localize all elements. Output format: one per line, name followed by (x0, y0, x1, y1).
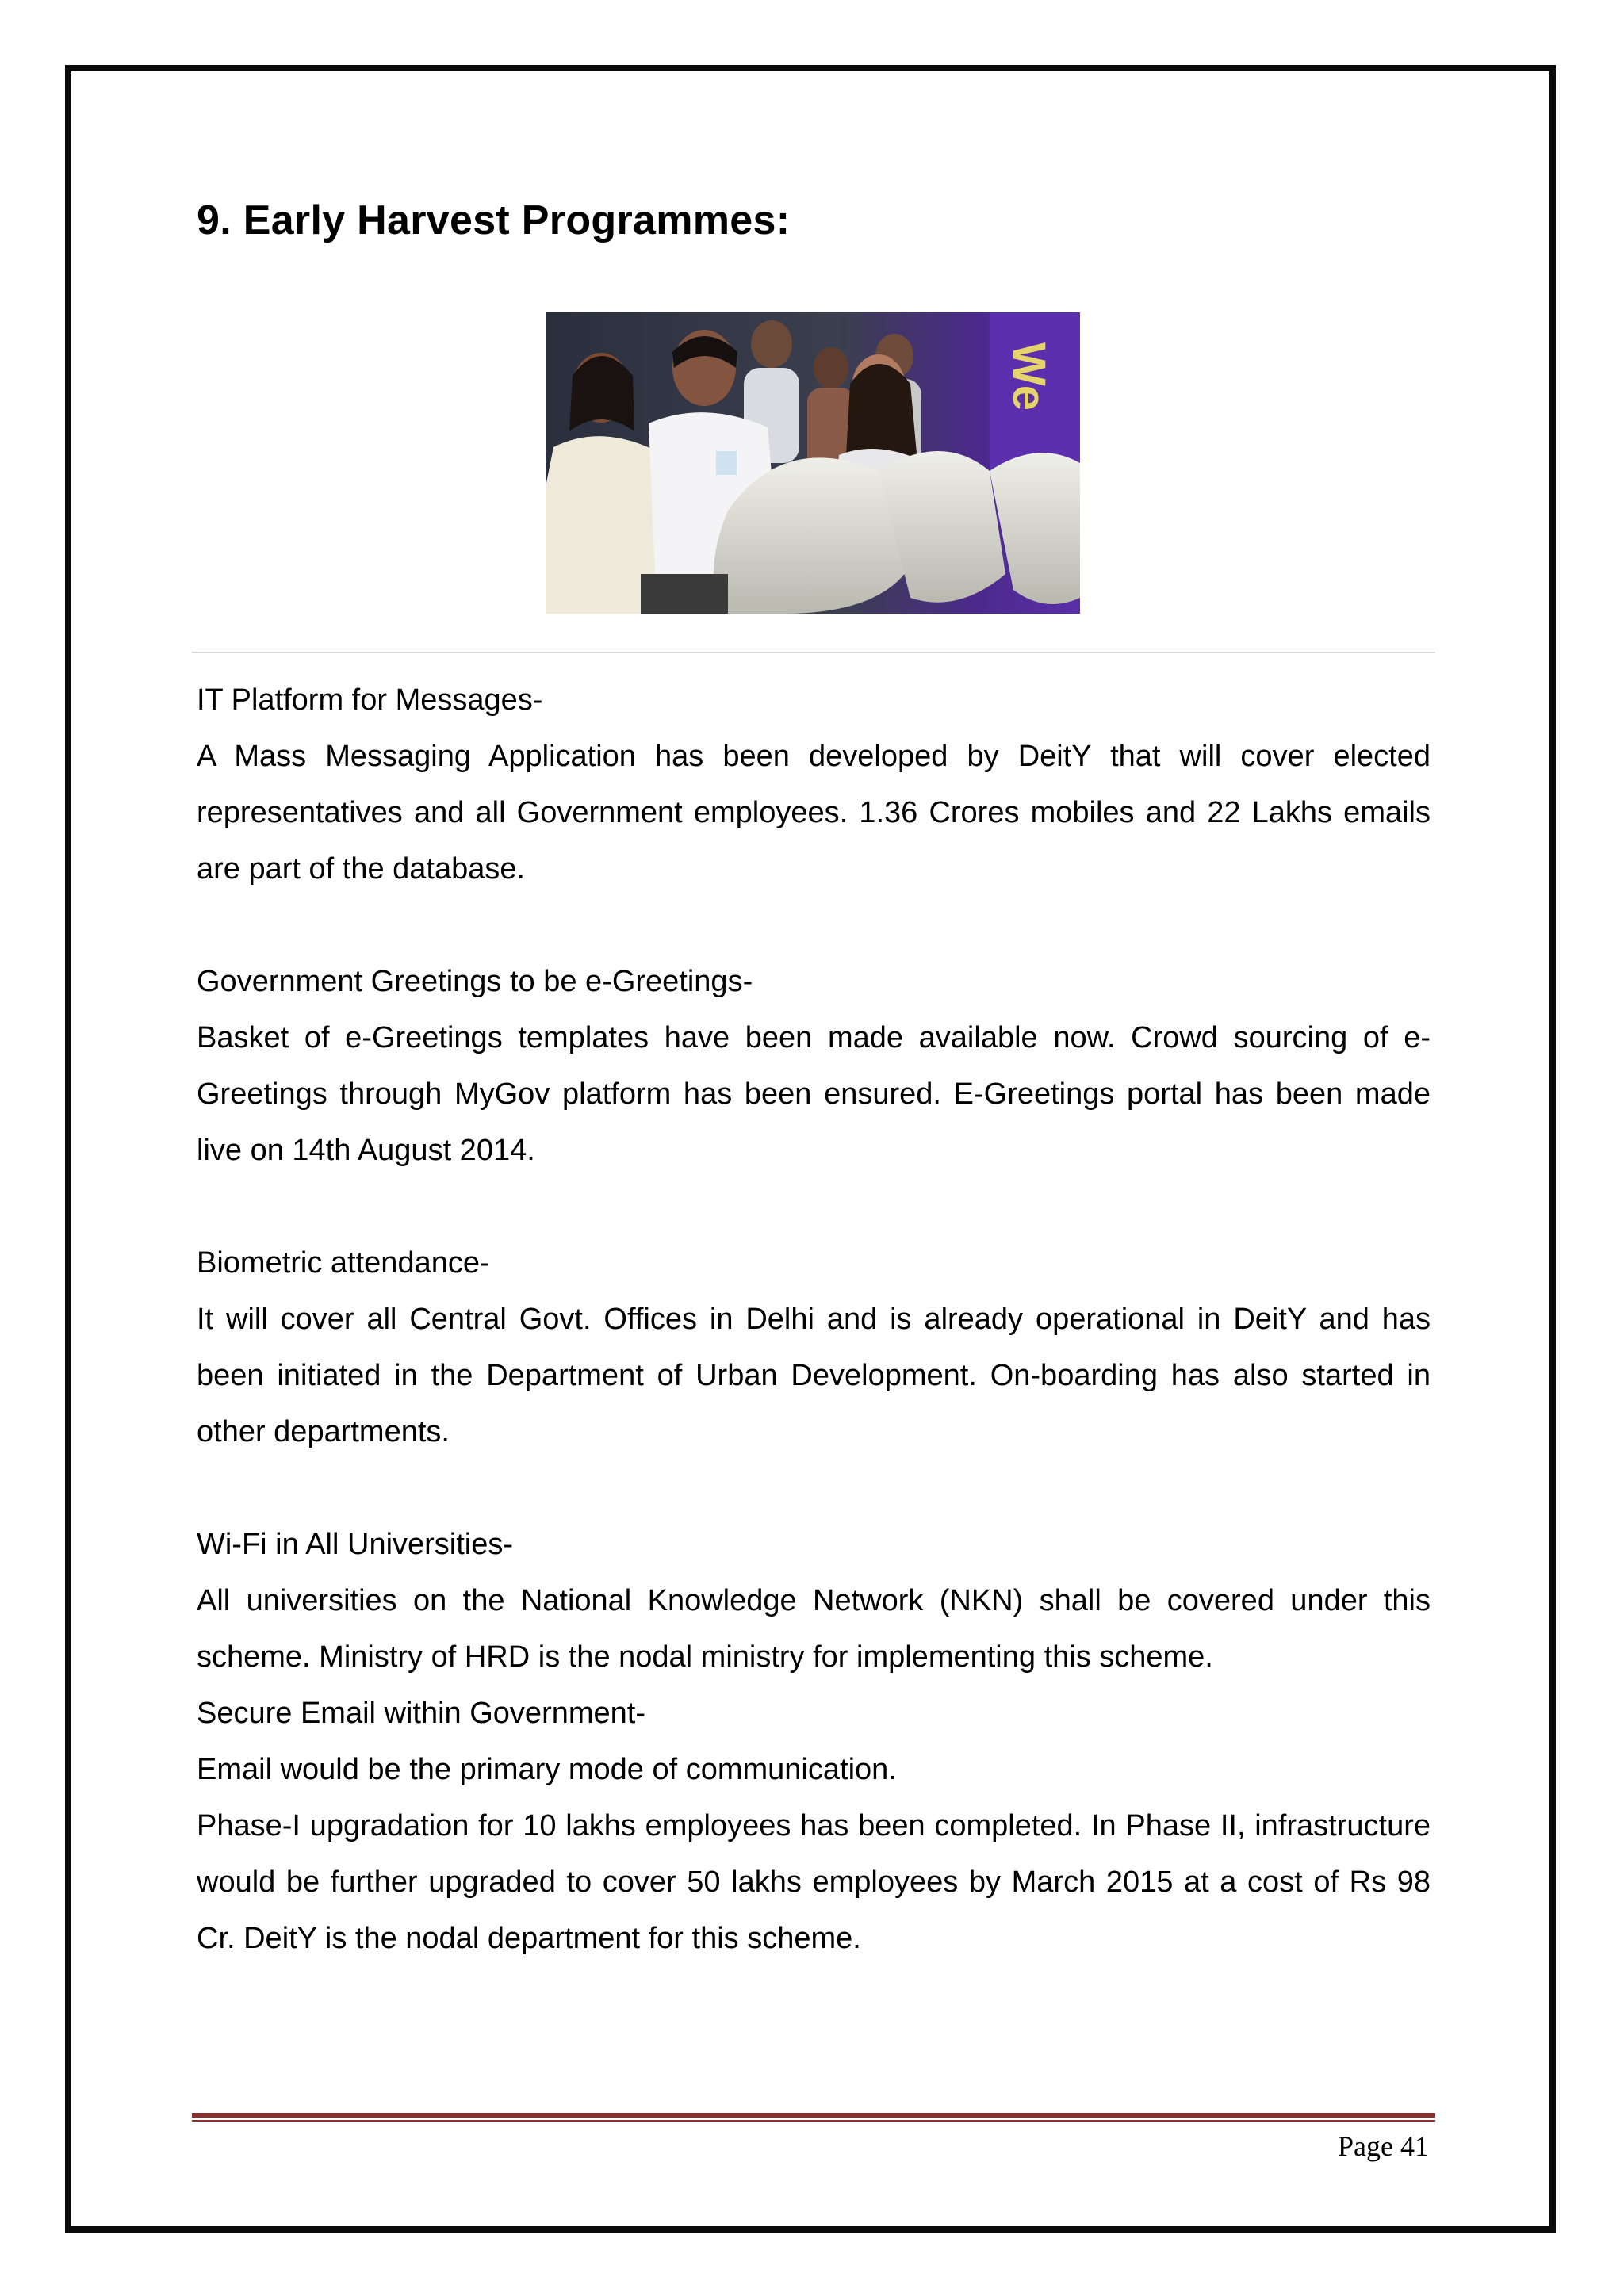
people-at-computer-terminals-photo (546, 312, 1080, 614)
photo-illustration (546, 312, 1080, 614)
footer-rule (192, 2113, 1435, 2118)
section-paragraph: All universities on the National Knowledge Network (NKN) shall be covered under this scheme. Ministry of HRD is the nodal ministry for implementing this scheme. (197, 1584, 1431, 1674)
section-heading: IT Platform for Messages- (197, 683, 543, 717)
section-secure-email (197, 1686, 1431, 1967)
section-heading: Government Greetings to be e-Greetings- (197, 965, 753, 998)
banner-text: We (1003, 342, 1055, 411)
section-it-platform (197, 672, 1431, 897)
section-paragraph: It will cover all Central Govt. Offices in Delhi and is already operational in DeitY and has been initiated in the Department of Urban Development. On-boarding has also started in other departments. (197, 1303, 1431, 1448)
section-paragraph: Email would be the primary mode of communication. (197, 1753, 897, 1786)
section-e-greetings (197, 954, 1431, 1179)
section-paragraph: Basket of e-Greetings templates have been made available now. Crowd sourcing of e-Greetings through MyGov platform has been ensured. E-Greetings portal has been made live on 14th August 2014. (197, 1021, 1431, 1167)
footer-rule-thin (192, 2120, 1435, 2122)
section-paragraph: Phase-I upgradation for 10 lakhs employees has been completed. In Phase II, infrastructure would be further upgraded to cover 50 lakhs employees by March 2015 at a cost of Rs 98 Cr. DeitY is the nodal department for this scheme. (197, 1809, 1431, 1955)
page-number: Page 41 (1338, 2130, 1429, 2162)
section-divider (192, 652, 1435, 653)
section-heading: Secure Email within Government- (197, 1697, 645, 1730)
section-paragraph: A Mass Messaging Application has been developed by DeitY that will cover elected representatives and all Government employees. 1.36 Crores mobiles and 22 Lakhs emails are part of the database. (197, 740, 1431, 886)
section-wifi-universities (197, 1517, 1431, 1686)
section-heading: Biometric attendance- (197, 1246, 490, 1280)
section-heading: Wi-Fi in All Universities- (197, 1528, 514, 1561)
document-body (197, 672, 1431, 1967)
page-title: 9. Early Harvest Programmes: (197, 197, 791, 243)
section-biometric-attendance (197, 1235, 1431, 1460)
